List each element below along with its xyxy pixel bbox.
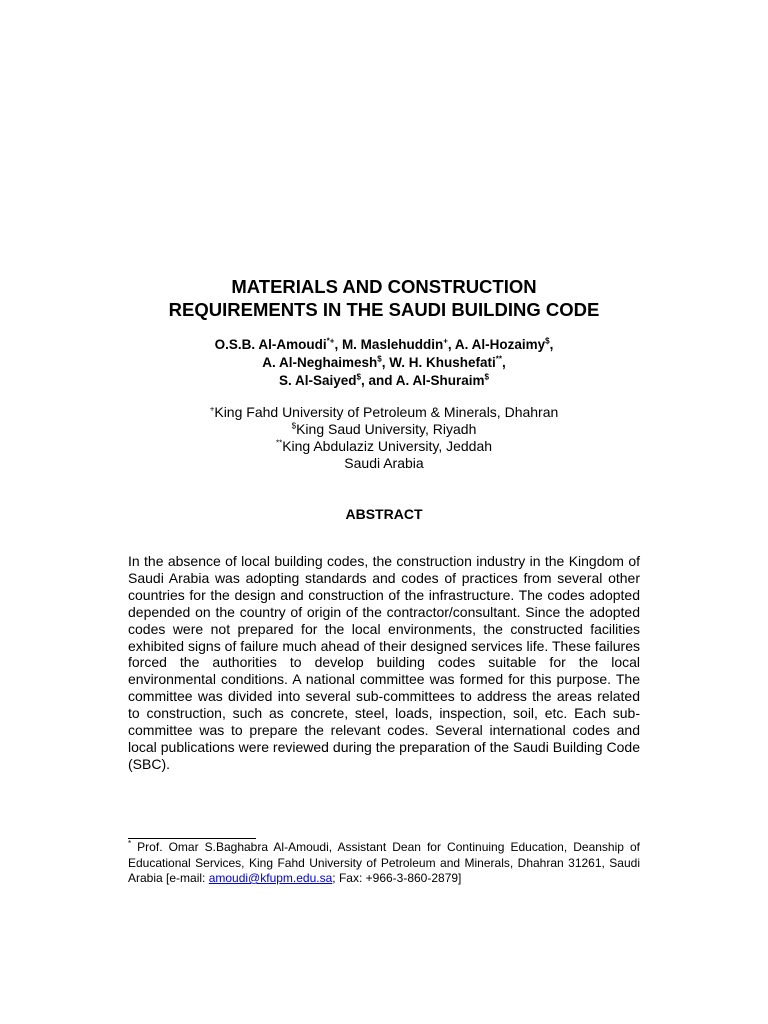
author-name: , A. Al-Hozaimy — [447, 337, 546, 352]
author-mark: + — [443, 336, 448, 346]
author-mark: $ — [545, 336, 550, 346]
affiliation-mark: ** — [275, 438, 283, 448]
abstract-heading: ABSTRACT — [345, 506, 423, 522]
affiliation-list — [0, 404, 768, 472]
author-name: O.S.B. Al-Amoudi — [214, 337, 327, 352]
author-name: , and A. Al-Shuraim — [361, 373, 485, 388]
affiliation-line — [0, 404, 768, 421]
affiliation-mark: $ — [291, 421, 297, 431]
footnote-text-end: ; Fax: +966-3-860-2879] — [332, 871, 462, 885]
author-line-1 — [0, 336, 768, 354]
title-line-2: REQUIREMENTS IN THE SAUDI BUILDING CODE — [168, 299, 600, 320]
affiliation-line — [0, 421, 768, 438]
affiliation-text: King Saud University, Riyadh — [296, 421, 477, 437]
affiliation-text: Saudi Arabia — [344, 455, 424, 471]
footnote-text: Prof. Omar S.Baghabra Al-Amoudi, Assistant Dean for Continuing Education, Deanship of Educational Services, King Fahd University of Petroleum and Minerals, Dhahran 31261, Saudi Arabia [e-mail: — [128, 840, 640, 885]
footnote-divider — [128, 838, 256, 839]
author-separator: , — [549, 337, 554, 352]
author-separator: , — [501, 355, 506, 370]
paper-title — [0, 275, 768, 321]
footnote-mark: * — [128, 839, 132, 848]
affiliation-line — [0, 438, 768, 455]
abstract-body: In the absence of local building codes, the construction industry in the Kingdom of Saudi Arabia was adopting standards and codes of practices from several other countries for the design and construction of the infrastructure. The codes adopted depended on the country of origin of the contractor/consultant. Since the adopted codes were not prepared for the local environments, the constructed facilities exhibited signs of failure much ahead of their designed services life. These failures forced the authorities to develop building codes suitable for the local environmental conditions. A national committee was formed for this purpose. The committee was divided into several sub-committees to address the areas related to construction, such as concrete, steel, loads, inspection, soil, etc. Each sub-committee was to prepare the relevant codes. Several international codes and local publications were reviewed during the preparation of the Saudi Building Code (SBC). — [128, 553, 640, 772]
author-mark: ** — [495, 354, 502, 364]
affiliation-line — [0, 455, 768, 472]
author-name: A. Al-Neghaimesh — [262, 355, 378, 370]
author-name: S. Al-Saiyed — [279, 373, 357, 388]
affiliation-mark: + — [209, 404, 215, 414]
footnote — [128, 840, 640, 887]
title-line-1: MATERIALS AND CONSTRUCTION — [231, 276, 537, 297]
author-mark: $ — [377, 354, 382, 364]
author-name: , M. Maslehuddin — [334, 337, 444, 352]
author-line-3 — [0, 372, 768, 390]
email-link[interactable]: amoudi@kfupm.edu.sa — [208, 871, 333, 885]
affiliation-text: King Abdulaziz University, Jeddah — [282, 438, 493, 454]
author-name: , W. H. Khushefati — [381, 355, 496, 370]
author-mark: $ — [356, 372, 361, 382]
author-list — [0, 336, 768, 390]
author-line-2 — [0, 354, 768, 372]
affiliation-text: King Fahd University of Petroleum & Minerals, Dhahran — [214, 404, 559, 420]
author-mark: *+ — [326, 336, 335, 346]
author-mark: $ — [484, 372, 489, 382]
